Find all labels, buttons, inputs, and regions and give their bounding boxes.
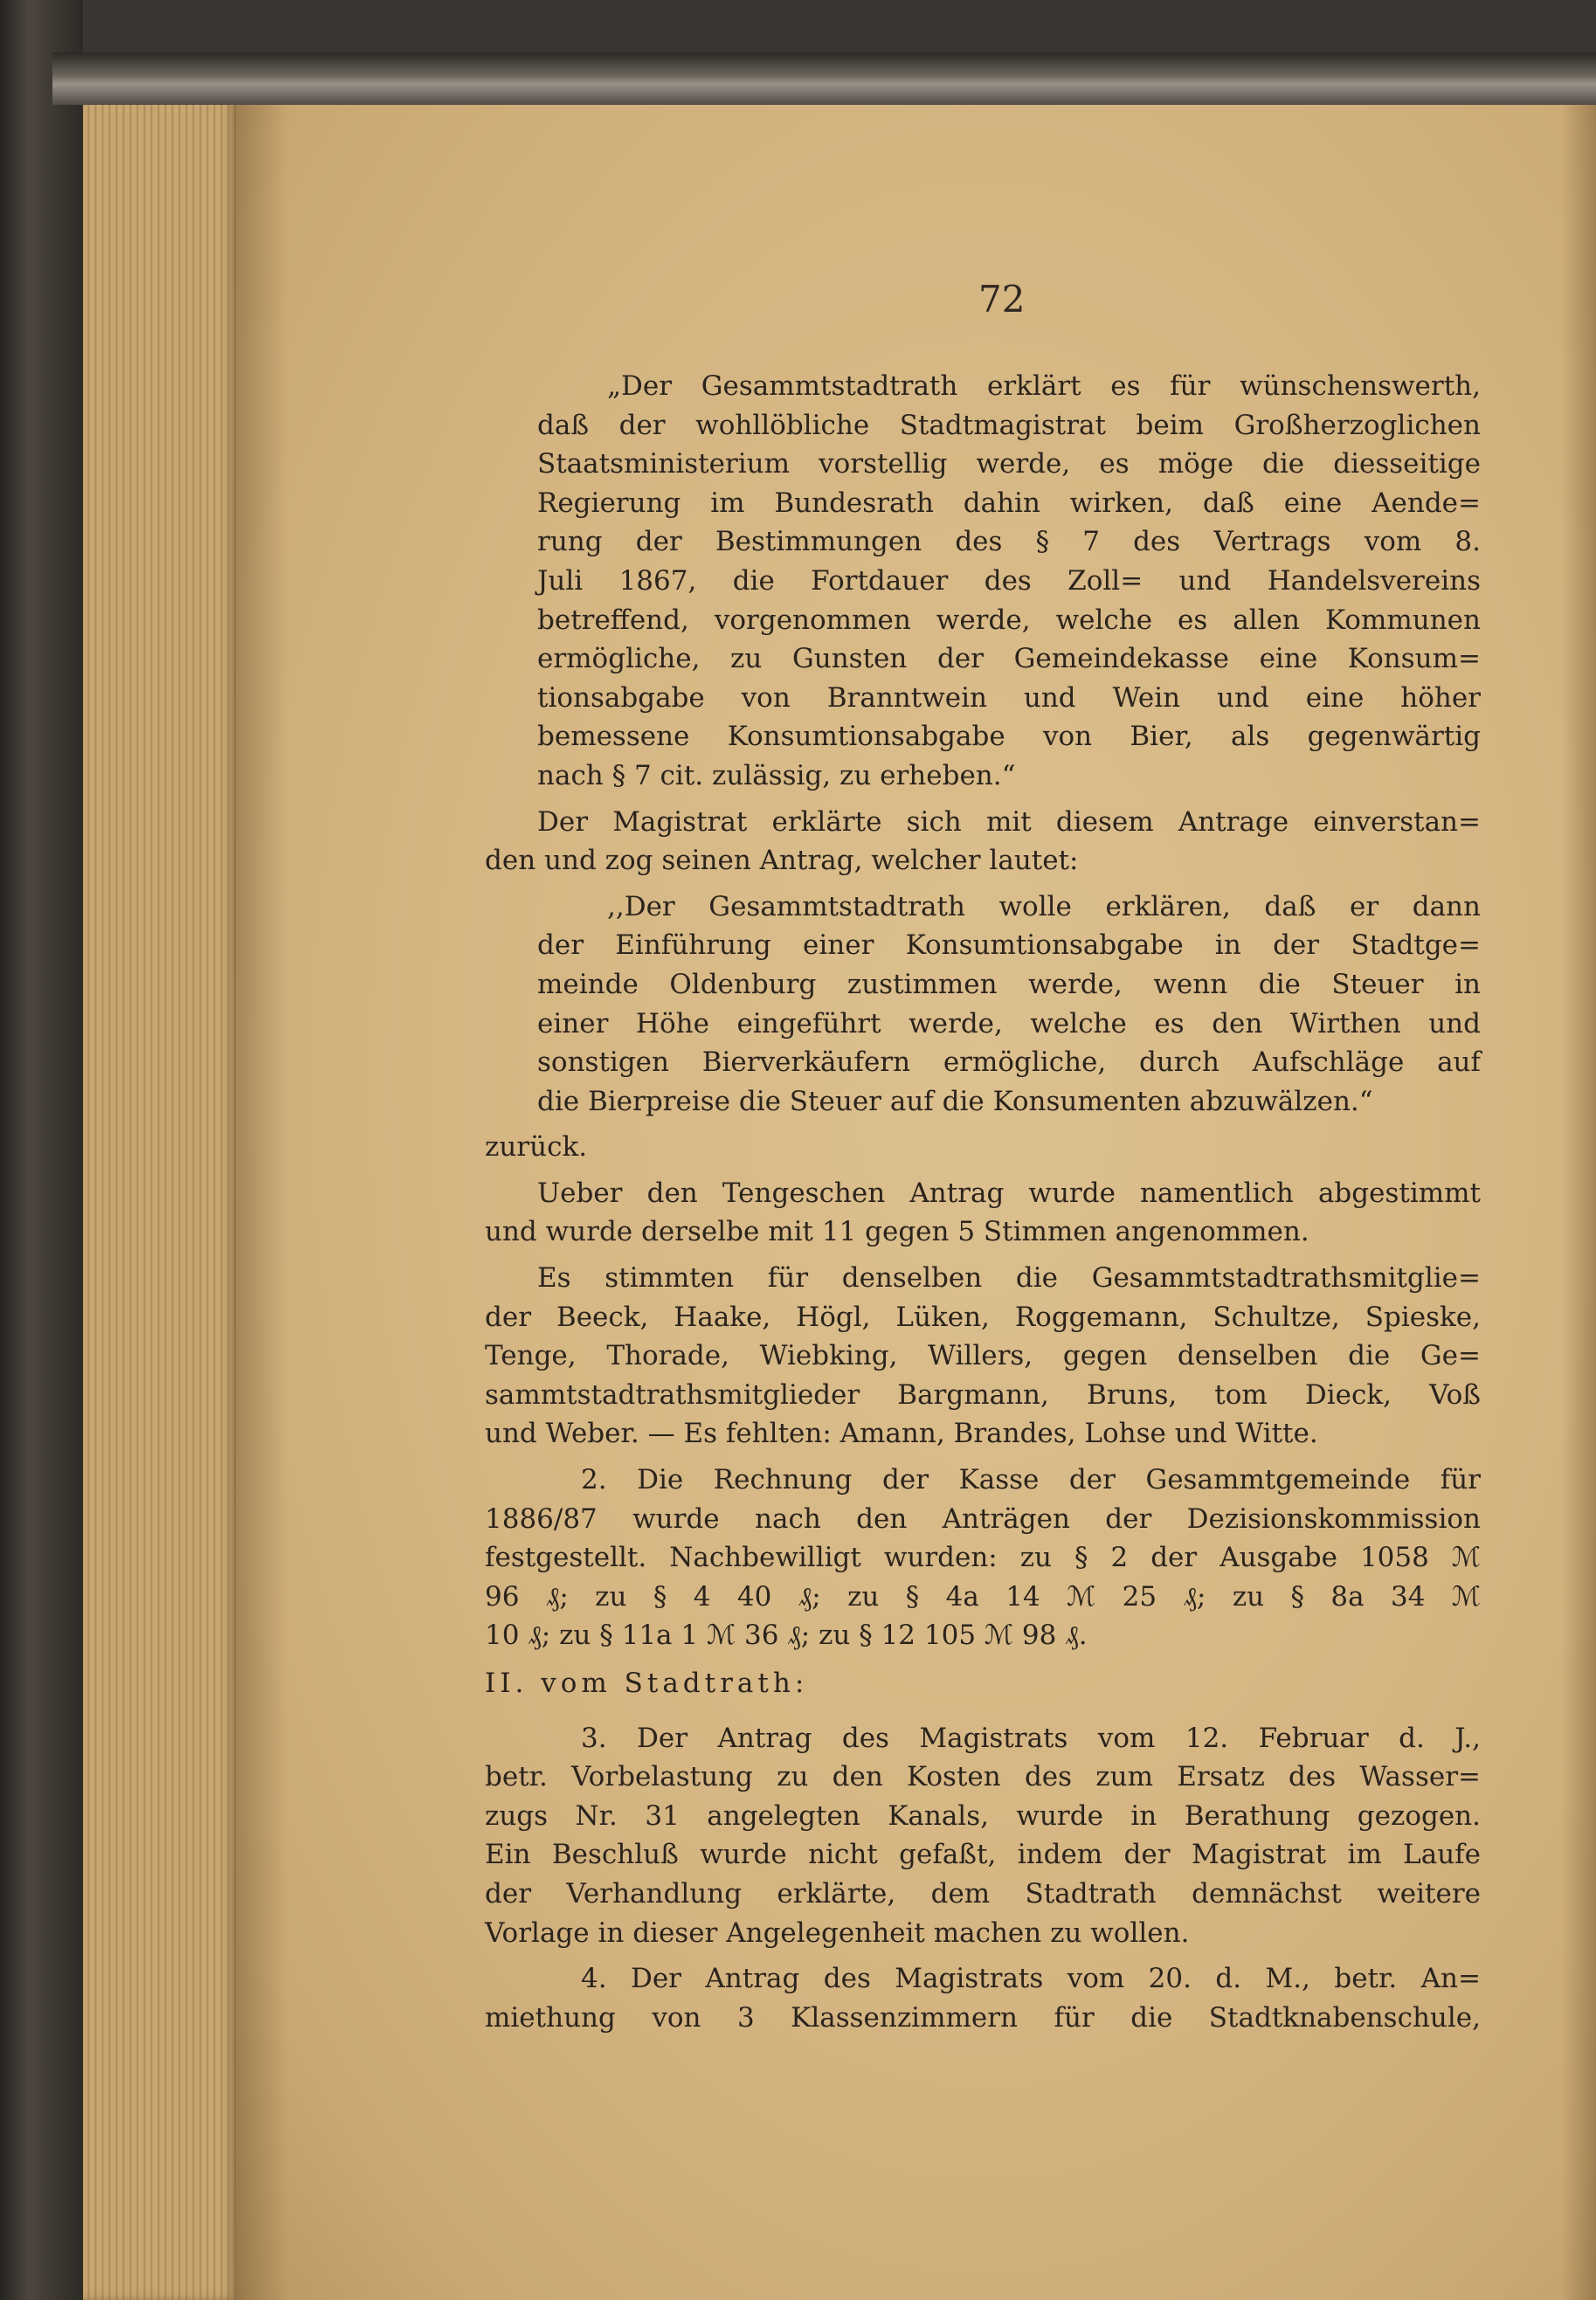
paragraph-zurueck	[485, 1128, 1481, 1167]
text-line: zugs Nr. 31 angelegten Kanals, wurde in Berathung gezogen.	[485, 1799, 1481, 1832]
paragraph-vote-members	[485, 1259, 1481, 1454]
text-line: 96 ₰; zu § 4 40 ₰; zu § 4a 14 ℳ 25 ₰; zu § 8a 34 ℳ	[485, 1580, 1481, 1613]
paragraph-item-3	[485, 1719, 1481, 1953]
text-line: der Einführung einer Konsumtionsabgabe in der Stadtge=	[537, 929, 1481, 962]
text-line: Vorlage in dieser Angelegenheit machen zu wollen.	[485, 1917, 1190, 1949]
book-cover-top-edge	[52, 52, 1596, 105]
text-line: 3. Der Antrag des Magistrats vom 12. Februar d. J.,	[581, 1722, 1481, 1754]
text-line: Der Magistrat erklärte sich mit diesem Antrage einverstan=	[537, 805, 1481, 838]
text-line: meinde Oldenburg zustimmen werde, wenn die Steuer in	[537, 968, 1481, 1000]
paragraph-magistrat	[485, 803, 1481, 881]
text-line: und wurde derselbe mit 11 gegen 5 Stimmen angenommen.	[485, 1216, 1309, 1248]
text-line: nach § 7 cit. zulässig, zu erheben.“	[537, 759, 1016, 791]
text-line: 1886/87 wurde nach den Anträgen der Dezisionskommission	[485, 1502, 1481, 1535]
text-line: Juli 1867, die Fortdauer des Zoll= und Handelsvereins	[537, 564, 1481, 597]
text-line: Tenge, Thorade, Wiebking, Willers, gegen denselben die Ge=	[485, 1340, 1481, 1372]
text-line: Regierung im Bundesrath dahin wirken, daß eine Aende=	[537, 487, 1481, 519]
text-line: der Verhandlung erklärte, dem Stadtrath demnächst weitere	[485, 1877, 1481, 1910]
paragraph-resolution-quote	[537, 367, 1481, 796]
text-line: 10 ₰; zu § 11a 1 ℳ 36 ₰; zu § 12 105 ℳ 98 ₰.	[485, 1620, 1088, 1652]
paragraph-vote	[485, 1174, 1481, 1252]
page-stack-edge	[83, 87, 236, 2300]
text-line: Es stimmten für denselben die Gesammtstadtrathsmitglie=	[537, 1262, 1481, 1295]
text-line: miethung von 3 Klassenzimmern für die Stadtknabenschule,	[485, 2001, 1481, 2034]
page-right-edge	[1561, 87, 1596, 2300]
text-line: 2. Die Rechnung der Kasse der Gesammtgemeinde für	[581, 1464, 1481, 1496]
text-line: Ein Beschluß wurde nicht gefaßt, indem der Magistrat im Laufe	[485, 1839, 1481, 1871]
text-line: betreffend, vorgenommen werde, welche es allen Kommunen	[537, 604, 1481, 636]
page-text	[485, 367, 1481, 2044]
text-line: „Der Gesammtstadtrath erklärt es für wünschenswerth,	[607, 370, 1481, 402]
text-line: rung der Bestimmungen des § 7 des Vertrags vom 8.	[537, 526, 1481, 558]
text-line: betr. Vorbelastung zu den Kosten des zum Ersatz des Wasser=	[485, 1761, 1481, 1793]
text-line: bemessene Konsumtionsabgabe von Bier, als gegenwärtig	[537, 721, 1481, 753]
text-line: daß der wohllöbliche Stadtmagistrat beim Großherzoglichen	[537, 409, 1481, 441]
heading-line: II. vom Stadtrath:	[485, 1668, 809, 1699]
gutter-shadow	[236, 87, 288, 2300]
text-line: tionsabgabe von Branntwein und Wein und eine höher	[537, 681, 1481, 714]
text-line: der Beeck, Haake, Högl, Lüken, Roggemann, Schultze, Spieske,	[485, 1301, 1481, 1333]
text-line: festgestellt. Nachbewilligt wurden: zu § 2 der Ausgabe 1058 ℳ	[485, 1542, 1481, 1574]
paragraph-magistrat-quote	[537, 888, 1481, 1122]
section-heading	[485, 1664, 1481, 1703]
text-line: ermögliche, zu Gunsten der Gemeindekasse eine Konsum=	[537, 643, 1481, 675]
text-line: die Bierpreise die Steuer auf die Konsumenten abzuwälzen.“	[537, 1085, 1373, 1117]
text-line: und Weber. — Es fehlten: Amann, Brandes, Lohse und Witte.	[485, 1418, 1318, 1450]
text-line: sammtstadtrathsmitglieder Bargmann, Bruns, tom Dieck, Voß	[485, 1378, 1481, 1411]
text-line: ,,Der Gesammtstadtrath wolle erklären, daß er dann	[607, 890, 1481, 922]
paragraph-item-4	[485, 1959, 1481, 2037]
text-line: 4. Der Antrag des Magistrats vom 20. d. M., betr. An=	[581, 1963, 1481, 1995]
text-line: den und zog seinen Antrag, welcher lautet:	[485, 845, 1079, 877]
text-line: Staatsministerium vorstellig werde, es möge die diesseitige	[537, 448, 1481, 480]
paragraph-item-2	[485, 1461, 1481, 1655]
text-line: Ueber den Tengeschen Antrag wurde namentlich abgestimmt	[537, 1177, 1481, 1209]
text-line: einer Höhe eingeführt werde, welche es den Wirthen und	[537, 1007, 1481, 1039]
text-line: zurück.	[485, 1131, 588, 1164]
text-line: sonstigen Bierverkäufern ermögliche, durch Aufschläge auf	[537, 1046, 1481, 1079]
page-number: 72	[978, 278, 1026, 321]
book-cover-edge	[0, 0, 83, 2300]
